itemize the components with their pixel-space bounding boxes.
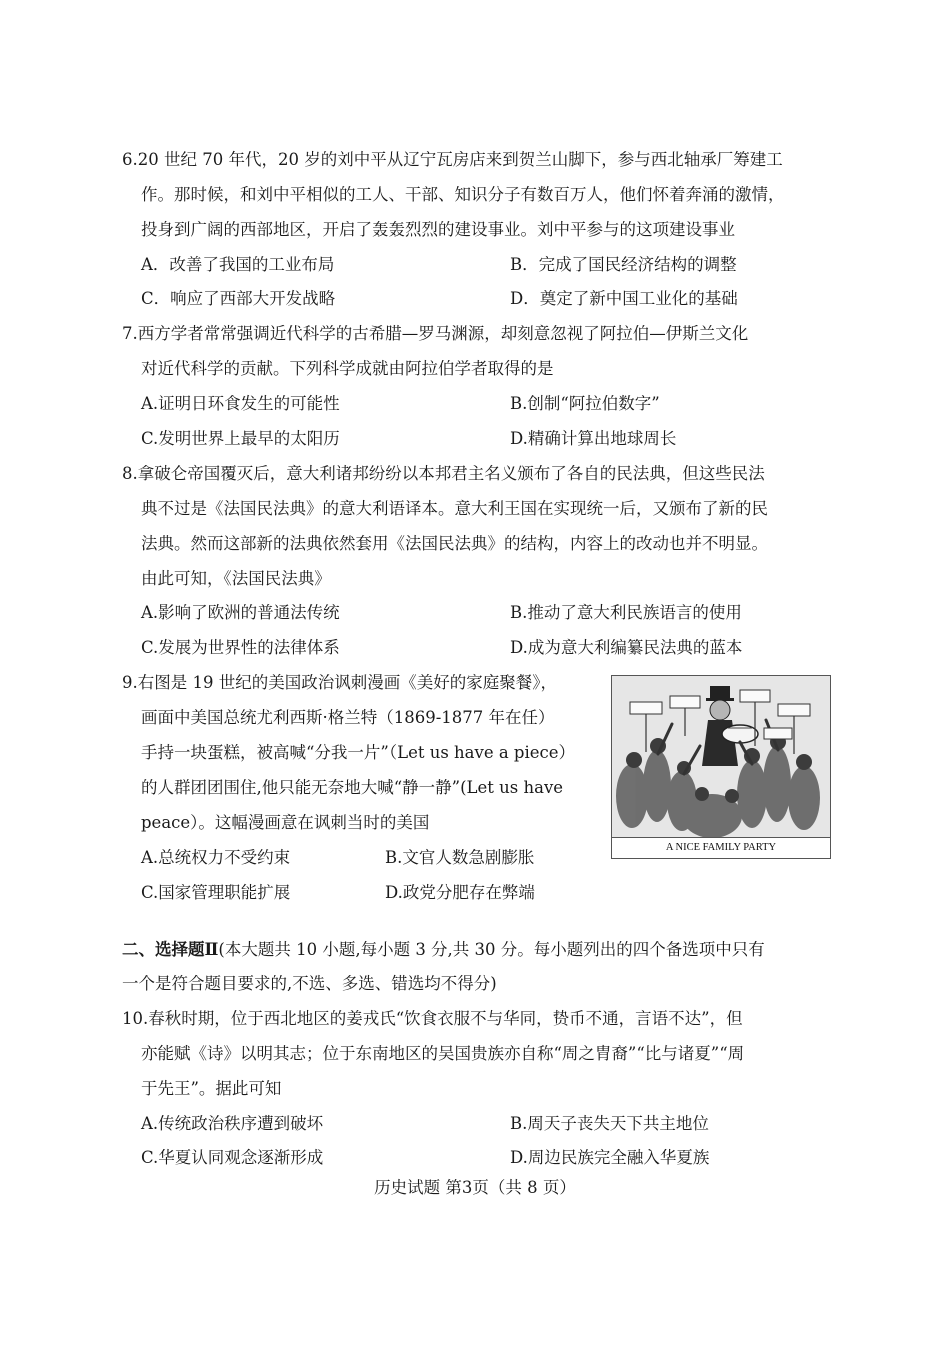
q9-stem-line-5: peace）。这幅漫画意在讽刺当时的美国 bbox=[141, 813, 430, 832]
q6-option-c: C．响应了西部大开发战略 bbox=[141, 289, 336, 308]
section-2-heading-line-1 bbox=[122, 939, 765, 961]
q7-stem-line-1: 7.西方学者常常强调近代科学的古希腊—罗马渊源，却刻意忽视了阿拉伯—伊斯兰文化 bbox=[122, 324, 749, 343]
q10-option-c: C.华夏认同观念逐渐形成 bbox=[141, 1148, 324, 1167]
political-cartoon-figure bbox=[611, 675, 831, 859]
q10-option-a: A.传统政治秩序遭到破坏 bbox=[141, 1114, 324, 1133]
page-footer: 历史试题 第3页（共 8 页） bbox=[374, 1178, 576, 1197]
q8-stem-line-1: 8.拿破仑帝国覆灭后，意大利诸邦纷纷以本邦君主名义颁布了各自的民法典，但这些民法 bbox=[122, 464, 765, 483]
q6-option-d: D．奠定了新中国工业化的基础 bbox=[510, 289, 738, 308]
q8-stem-line-2: 典不过是《法国民法典》的意大利语译本。意大利王国在实现统一后，又颁布了新的民 bbox=[141, 499, 768, 518]
q8-option-b: B.推动了意大利民族语言的使用 bbox=[510, 603, 742, 622]
q8-stem-line-3: 法典。然而这部新的法典依然套用《法国民法典》的结构，内容上的改动也并不明显。 bbox=[141, 534, 768, 553]
cartoon-illustration bbox=[612, 676, 830, 838]
q10-stem-line-2: 亦能赋《诗》以明其志；位于东南地区的吴国贵族亦自称“周之胄裔”“比与诸夏”“周 bbox=[141, 1044, 745, 1063]
q7-option-c: C.发明世界上最早的太阳历 bbox=[141, 429, 340, 448]
q8-option-c: C.发展为世界性的法律体系 bbox=[141, 638, 340, 657]
q9-option-a: A.总统权力不受约束 bbox=[141, 848, 291, 867]
q6-stem-line-3: 投身到广阔的西部地区，开启了轰轰烈烈的建设事业。刘中平参与的这项建设事业 bbox=[141, 220, 735, 239]
q9-stem-line-2: 画面中美国总统尤利西斯·格兰特（1869-1877 年在任） bbox=[141, 708, 555, 727]
section-2-heading-line-2: 一个是符合题目要求的,不选、多选、错选均不得分) bbox=[122, 974, 497, 993]
q7-option-a: A.证明日环食发生的可能性 bbox=[141, 394, 340, 413]
q7-option-d: D.精确计算出地球周长 bbox=[510, 429, 677, 448]
q9-option-d: D.政党分肥存在弊端 bbox=[385, 883, 535, 902]
q9-option-b: B.文官人数急剧膨胀 bbox=[385, 848, 535, 867]
q10-stem-line-3: 于先王”。据此可知 bbox=[141, 1079, 282, 1098]
q9-stem-line-4: 的人群团团围住,他只能无奈地大喊“静一静”(Let us have bbox=[141, 778, 564, 797]
q6-option-a: A．改善了我国的工业布局 bbox=[141, 255, 335, 274]
q8-stem-line-4: 由此可知，《法国民法典》 bbox=[141, 569, 331, 588]
q10-option-b: B.周天子丧失天下共主地位 bbox=[510, 1114, 709, 1133]
figure-caption: A NICE FAMILY PARTY bbox=[612, 837, 830, 858]
q10-option-d: D.周边民族完全融入华夏族 bbox=[510, 1148, 710, 1167]
q10-stem-line-1: 10.春秋时期，位于西北地区的姜戎氏“饮食衣服不与华同，贽币不通，言语不达”，但 bbox=[122, 1009, 743, 1028]
section-2-title: 二、选择题Ⅱ bbox=[122, 940, 219, 959]
q8-option-d: D.成为意大利编纂民法典的蓝本 bbox=[510, 638, 743, 657]
q7-stem-line-2: 对近代科学的贡献。下列科学成就由阿拉伯学者取得的是 bbox=[141, 359, 554, 378]
q6-stem-line-2: 作。那时候，和刘中平相似的工人、干部、知识分子有数百万人，他们怀着奔涌的激情， bbox=[141, 185, 785, 204]
section-2-instructions: (本大题共 10 小题,每小题 3 分,共 30 分。每小题列出的四个备选项中只有 bbox=[218, 940, 765, 959]
q7-option-b: B.创制“阿拉伯数字” bbox=[510, 394, 660, 413]
q9-option-c: C.国家管理职能扩展 bbox=[141, 883, 291, 902]
q6-option-b: B．完成了国民经济结构的调整 bbox=[510, 255, 737, 274]
q9-stem-line-3: 手持一块蛋糕，被高喊“分我一片”（Let us have a piece） bbox=[141, 743, 576, 762]
q8-option-a: A.影响了欧洲的普通法传统 bbox=[141, 603, 340, 622]
q9-stem-line-1: 9.右图是 19 世纪的美国政治讽刺漫画《美好的家庭聚餐》， bbox=[122, 673, 557, 692]
q6-stem-line-1: 6.20 世纪 70 年代，20 岁的刘中平从辽宁瓦房店来到贺兰山脚下，参与西北轴承厂筹建工 bbox=[122, 150, 783, 169]
